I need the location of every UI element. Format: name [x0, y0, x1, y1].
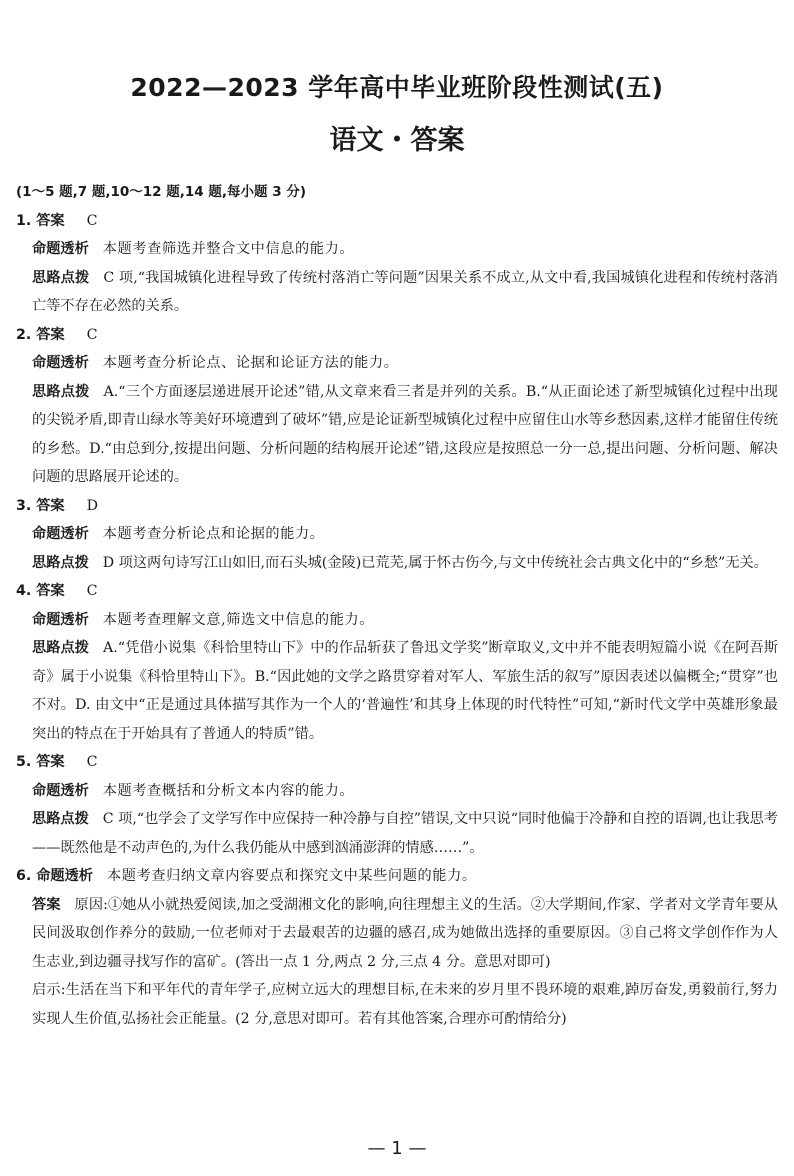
question-5-analysis — [16, 777, 778, 806]
tips-label: 思路点拨 — [32, 811, 89, 827]
analysis-label: 命题透析 — [32, 355, 89, 371]
tips-text: A.“凭借小说集《科恰里特山下》中的作品斩获了鲁迅文学奖”断章取义,文中并不能表明短篇小说《在阿吾斯奇》属于小说集《科恰里特山下》。B.“因此她的文学之路贯穿着对军人、军旅生活的叙写”原因表述以偏概全;“贯穿”也不对。D. 由文中“正是通过具体描写其作为一个人的‘普遍性’和其身上体现的时代特性”可知,“新时代文学中英雄形象最突出的特点在于开始具有了普通人的特质”错。 — [32, 640, 778, 742]
analysis-label: 命题透析 — [32, 241, 89, 257]
page-number: — 1 — — [367, 1138, 427, 1159]
analysis-text: 本题考查分析论点和论据的能力。 — [102, 526, 325, 542]
question-3-tips — [16, 549, 778, 578]
question-6-inspiration: 启示:生活在当下和平年代的青年学子,应树立远大的理想目标,在未来的岁月里不畏环境的艰难,踔厉奋发,勇毅前行,努力实现人生价值,弘扬社会正能量。(2 分,意思对即可。若有其他答案,合理亦可酌情给分) — [32, 982, 778, 1027]
tips-text: C 项,“我国城镇化进程导致了传统村落消亡等问题”因果关系不成立,从文中看,我国城镇化进程和传统村落消亡等不存在必然的关系。 — [32, 269, 778, 314]
question-2-analysis — [16, 349, 778, 378]
question-5-tips — [16, 805, 778, 862]
question-5 — [16, 748, 778, 862]
question-3-answer: D — [86, 497, 98, 514]
question-1 — [16, 207, 778, 321]
tips-label: 思路点拨 — [32, 383, 90, 400]
question-4-header — [16, 577, 778, 606]
question-6-header — [16, 862, 778, 891]
analysis-text: 本题考查概括和分析文本内容的能力。 — [102, 782, 355, 799]
analysis-label: 命题透析 — [32, 611, 89, 628]
answer-content — [16, 178, 778, 1033]
question-4-answer: C — [86, 583, 98, 599]
question-2 — [16, 321, 778, 492]
question-6-label: 6. 命题透析 — [16, 868, 93, 884]
question-4-tips — [16, 634, 778, 748]
question-5-label: 5. 答案 — [16, 754, 65, 770]
question-6-analysis: 本题考查归纳文章内容要点和探究文中某些问题的能力。 — [106, 868, 477, 884]
analysis-label: 命题透析 — [32, 526, 89, 542]
question-1-analysis — [16, 235, 778, 264]
question-3 — [16, 492, 778, 578]
page-title: 2022—2023 学年高中毕业班阶段性测试(五) — [130, 73, 664, 102]
question-4-label: 4. 答案 — [16, 583, 65, 599]
tips-label: 思路点拨 — [32, 269, 90, 286]
analysis-text: 本题考查分析论点、论据和论证方法的能力。 — [102, 355, 399, 371]
question-3-label: 3. 答案 — [16, 497, 65, 514]
question-4 — [16, 577, 778, 748]
tips-text: C 项,“也学会了文学写作中应保持一种冷静与自控”错误,文中只说“同时他偏于冷静和自控的语调,也让我思考——既然他是不动声色的,为什么我仍能从中感到汹涌澎湃的情感……”。 — [32, 811, 778, 856]
analysis-label: 命题透析 — [32, 782, 89, 799]
question-2-tips — [16, 378, 778, 492]
question-1-header — [16, 207, 778, 236]
tips-text: D 项这两句诗写江山如旧,而石头城(金陵)已荒芜,属于怀古伤今,与文中传统社会古典文化中的“乡愁”无关。 — [102, 554, 768, 571]
analysis-text: 本题考查筛选并整合文中信息的能力。 — [102, 241, 355, 257]
question-2-label: 2. 答案 — [16, 326, 65, 343]
page-subtitle: 语文・答案 — [329, 125, 465, 156]
question-5-answer: C — [86, 754, 98, 770]
tips-label: 思路点拨 — [32, 554, 89, 571]
question-6 — [16, 862, 778, 1033]
question-3-analysis — [16, 520, 778, 549]
question-1-label: 1. 答案 — [16, 212, 65, 229]
question-1-answer: C — [86, 212, 98, 229]
question-4-analysis — [16, 606, 778, 635]
question-6-answer — [16, 891, 778, 977]
question-2-answer: C — [86, 326, 98, 343]
question-1-tips — [16, 264, 778, 321]
answer-label: 答案 — [32, 896, 61, 913]
question-2-header — [16, 321, 778, 350]
answer-text: 原因:①她从小就热爱阅读,加之受湖湘文化的影响,向往理想主义的生活。②大学期间,作家、学者对文学青年要从民间汲取创作养分的鼓励,一位老师对于去最艰苦的边疆的感召,成为她做出选择的重要原因。③自己将文学创作作为人生志业,到边疆寻找写作的富矿。(答出一点 1 分,两点 2 分,三点 4 分。意思对即可) — [32, 896, 778, 970]
score-scope-note: (1～5 题,7 题,10～12 题,14 题,每小题 3 分) — [16, 184, 306, 200]
question-5-header — [16, 748, 778, 777]
tips-label: 思路点拨 — [32, 640, 89, 656]
tips-text: A.“三个方面逐层递进展开论述”错,从文章来看三者是并列的关系。B.“从正面论述了新型城镇化过程中出现的尖锐矛盾,即青山绿水等美好环境遭到了破坏”错,应是论证新型城镇化过程中应留住山水等乡愁因素,这样才能留住传统的乡愁。D.“由总到分,按提出问题、分析问题的结构展开论述”错,这段应是按照总一分一总,提出问题、分析问题、解决问题的思路展开论述的。 — [32, 383, 778, 485]
analysis-text: 本题考查理解文意,筛选文中信息的能力。 — [102, 611, 375, 628]
question-3-header — [16, 492, 778, 521]
